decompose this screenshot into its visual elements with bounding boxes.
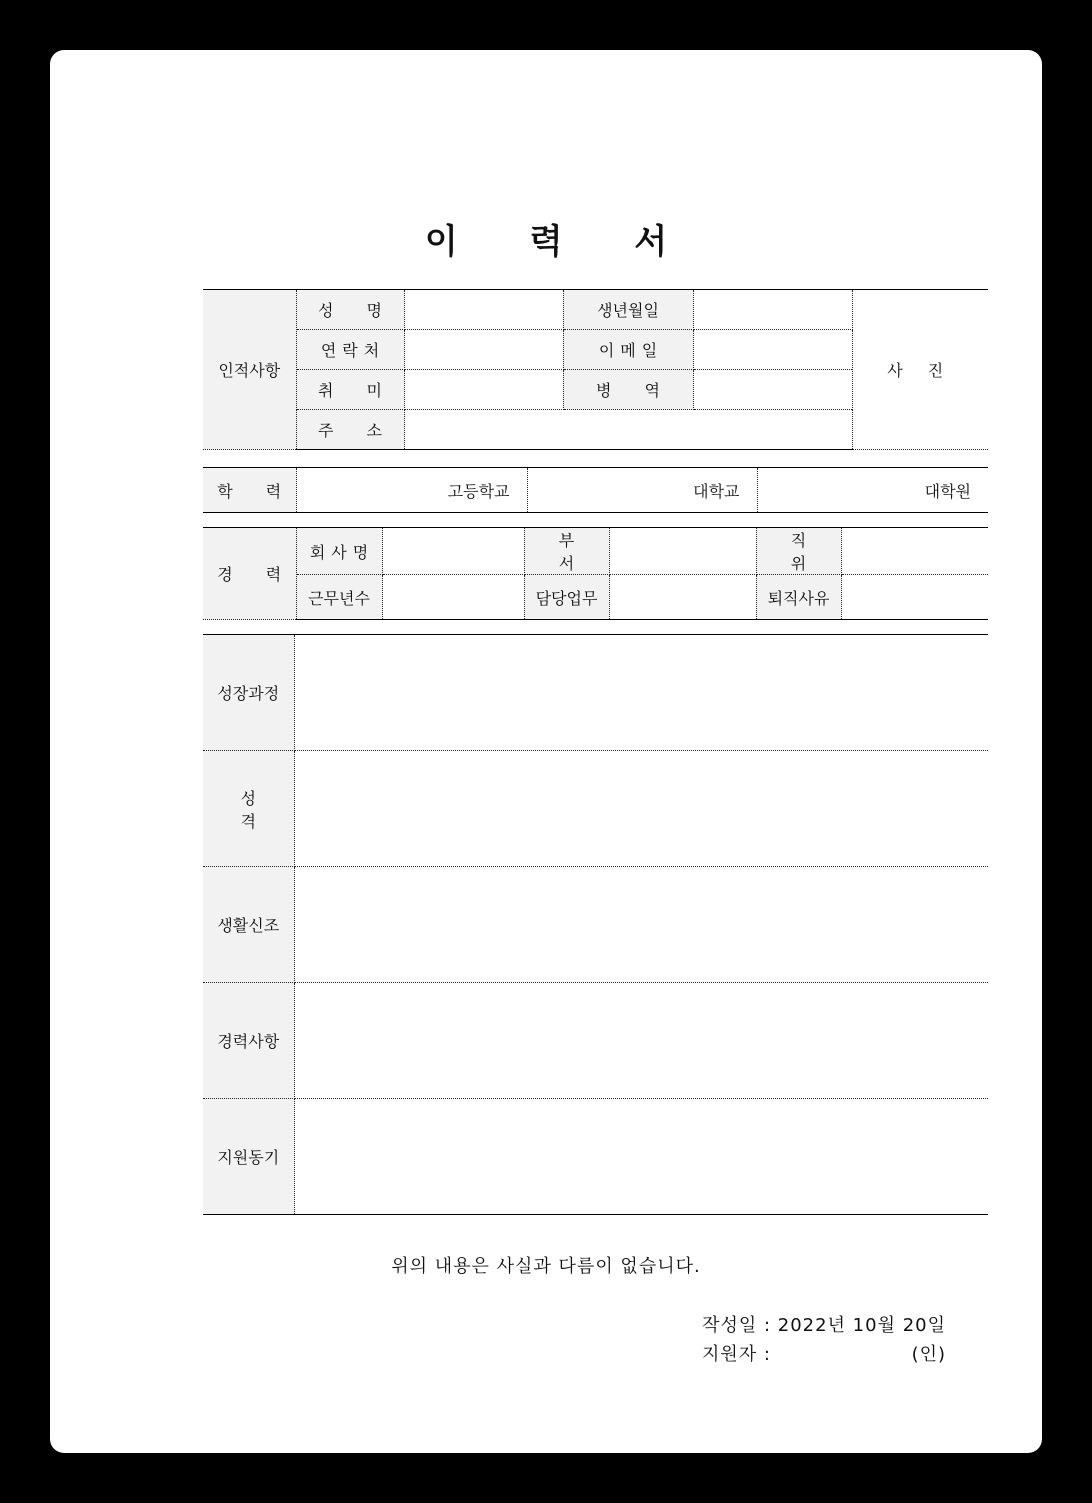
motto-field[interactable]: [294, 867, 988, 983]
education-table: [203, 467, 988, 513]
duty-field[interactable]: [609, 575, 756, 620]
experience-label: 경력사항: [203, 983, 294, 1099]
university-field[interactable]: 대학교: [527, 468, 757, 513]
military-label: 병 역: [563, 370, 693, 410]
address-label: 주 소: [296, 410, 404, 450]
years-label: 근무년수: [296, 575, 382, 620]
growth-label: 성장과정: [203, 635, 294, 751]
document-title: 이 력 서: [424, 222, 698, 262]
contact-field[interactable]: [404, 330, 563, 370]
applicant-label: 지원자 :: [702, 1344, 771, 1365]
motivation-label: 지원동기: [203, 1099, 294, 1215]
dept-field[interactable]: [609, 528, 756, 575]
education-label: 학 력: [203, 468, 296, 513]
company-label: 회사명: [296, 528, 382, 575]
hobby-label: 취 미: [296, 370, 404, 410]
reason-label: 퇴직사유: [756, 575, 841, 620]
name-field[interactable]: [404, 290, 563, 330]
essay-table: [203, 634, 988, 1215]
applicant-line: [702, 1340, 946, 1366]
address-field[interactable]: [404, 410, 852, 450]
email-field[interactable]: [693, 330, 852, 370]
duty-label: 담당업무: [524, 575, 609, 620]
date-text: 작성일 : 2022년 10월 20일: [702, 1315, 946, 1336]
contact-label: 연락처: [296, 330, 404, 370]
career-label: 경 력: [203, 528, 296, 620]
personal-section-label: 인적사항: [203, 290, 296, 450]
motivation-field[interactable]: [294, 1099, 988, 1215]
graduate-field[interactable]: 대학원: [757, 468, 988, 513]
photo-box[interactable]: 사 진: [852, 290, 988, 450]
growth-field[interactable]: [294, 635, 988, 751]
position-label: 직 위: [756, 528, 841, 575]
company-field[interactable]: [382, 528, 524, 575]
seal-label: (인): [911, 1344, 946, 1365]
dept-label: 부 서: [524, 528, 609, 575]
experience-field[interactable]: [294, 983, 988, 1099]
name-label: 성 명: [296, 290, 404, 330]
motto-label: 생활신조: [203, 867, 294, 983]
position-field[interactable]: [841, 528, 988, 575]
years-field[interactable]: [382, 575, 524, 620]
military-field[interactable]: [693, 370, 852, 410]
birth-label: 생년월일: [563, 290, 693, 330]
reason-field[interactable]: [841, 575, 988, 620]
email-label: 이메일: [563, 330, 693, 370]
personality-field[interactable]: [294, 751, 988, 867]
birth-field[interactable]: [693, 290, 852, 330]
statement-text: 위의 내용은 사실과 다름이 없습니다.: [391, 1256, 701, 1277]
highschool-field[interactable]: 고등학교: [296, 468, 527, 513]
hobby-field[interactable]: [404, 370, 563, 410]
resume-page: [50, 50, 1042, 1453]
career-table: [203, 527, 988, 620]
personal-info-table: [203, 289, 988, 450]
personality-label: 성 격: [203, 751, 294, 867]
